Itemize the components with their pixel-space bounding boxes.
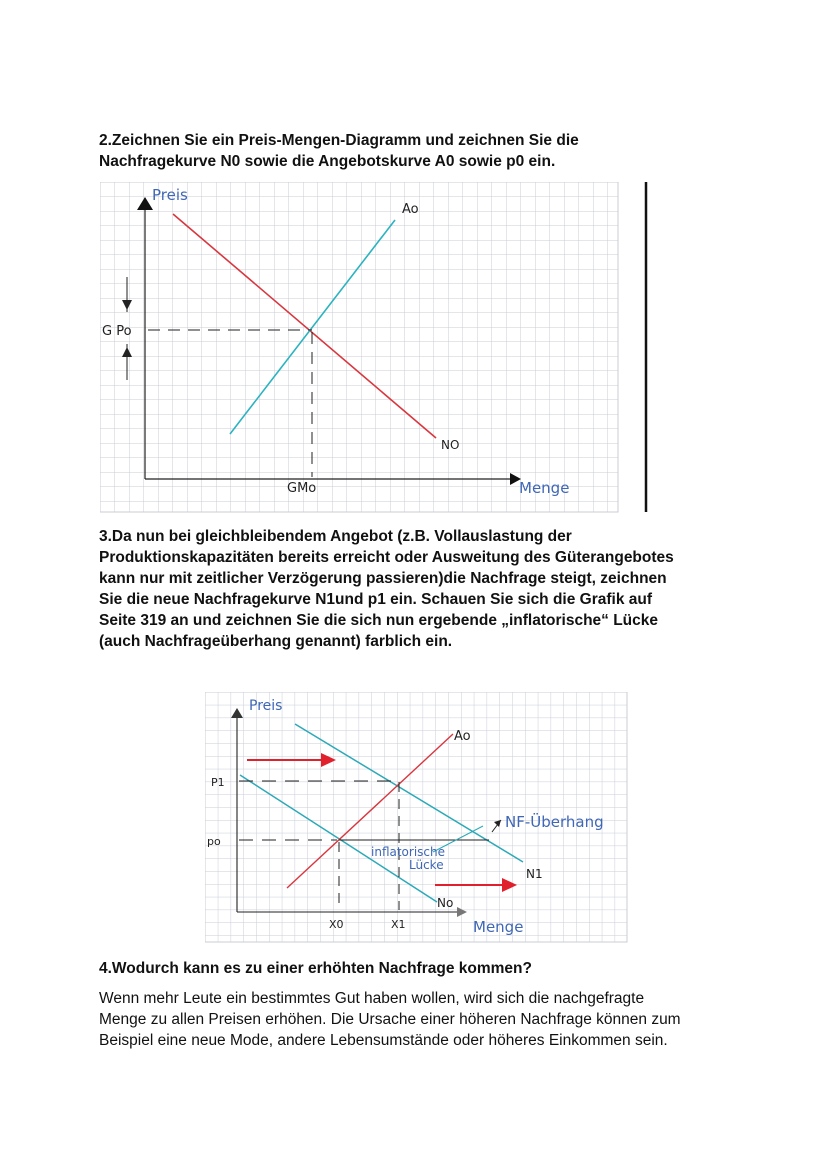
demand1-label: N1 [526, 867, 543, 881]
quantity-label: GMo [287, 481, 317, 496]
supply-label: Ao [402, 202, 419, 217]
gap-label-line-2: Lücke [409, 858, 444, 872]
p0-label: po [207, 835, 221, 848]
question-3-line-5: Seite 319 an und zeichnen Sie die sich nun ergebende „inflatorische“ Lücke [99, 612, 659, 629]
x-axis-label: Menge [519, 479, 570, 497]
question-3-line-1: 3.Da nun bei gleichbleibendem Angebot (z.B. Vollauslastung der [99, 528, 572, 545]
x1-label: X1 [391, 918, 406, 931]
question-3-line-3: kann nur mit zeitlicher Verzögerung passieren)die Nachfrage steigt, zeichnen [99, 570, 667, 587]
question-4 [99, 958, 739, 979]
question-3-line-4: Sie die neue Nachfragekurve N1und p1 ein. Schauen Sie sich die Grafik auf [99, 591, 653, 608]
price-label: G Po [102, 324, 132, 339]
figure-2-inflationary-gap-diagram [205, 692, 645, 944]
grid-background [100, 182, 618, 512]
y-axis-label: Preis [152, 186, 188, 204]
demand-label: NO [441, 438, 460, 452]
question-2-line-1: 2.Zeichnen Sie ein Preis-Mengen-Diagramm und zeichnen Sie die [99, 132, 579, 149]
question-3 [99, 526, 739, 652]
answer-line-3: Beispiel eine neue Mode, andere Lebensumstände oder höheres Einkommen sein. [99, 1032, 668, 1049]
figure-1-price-quantity-diagram [100, 182, 650, 514]
gap-label-line-1: inflatorische [371, 845, 446, 859]
excess-demand-label: NF-Überhang [505, 813, 604, 831]
supply-label: Ao [454, 729, 471, 744]
question-2 [99, 130, 739, 172]
p1-label: P1 [211, 776, 225, 789]
answer-line-2: Menge zu allen Preisen erhöhen. Die Ursache einer höheren Nachfrage können zum [99, 1011, 681, 1028]
x0-label: X0 [329, 918, 344, 931]
demand0-label: No [437, 896, 454, 910]
answer-line-1: Wenn mehr Leute ein bestimmtes Gut haben wollen, wird sich die nachgefragte [99, 990, 645, 1007]
question-2-line-2: Nachfragekurve N0 sowie die Angebotskurve A0 sowie p0 ein. [99, 153, 556, 170]
question-3-line-6: (auch Nachfrageüberhang genannt) farblich ein. [99, 633, 453, 650]
question-4-line-1: 4.Wodurch kann es zu einer erhöhten Nachfrage kommen? [99, 960, 532, 977]
question-3-line-2: Produktionskapazitäten bereits erreicht oder Ausweitung des Güterangebotes [99, 549, 674, 566]
answer-text [99, 988, 749, 1051]
y-axis-label: Preis [249, 698, 283, 714]
x-axis-label: Menge [473, 918, 524, 936]
